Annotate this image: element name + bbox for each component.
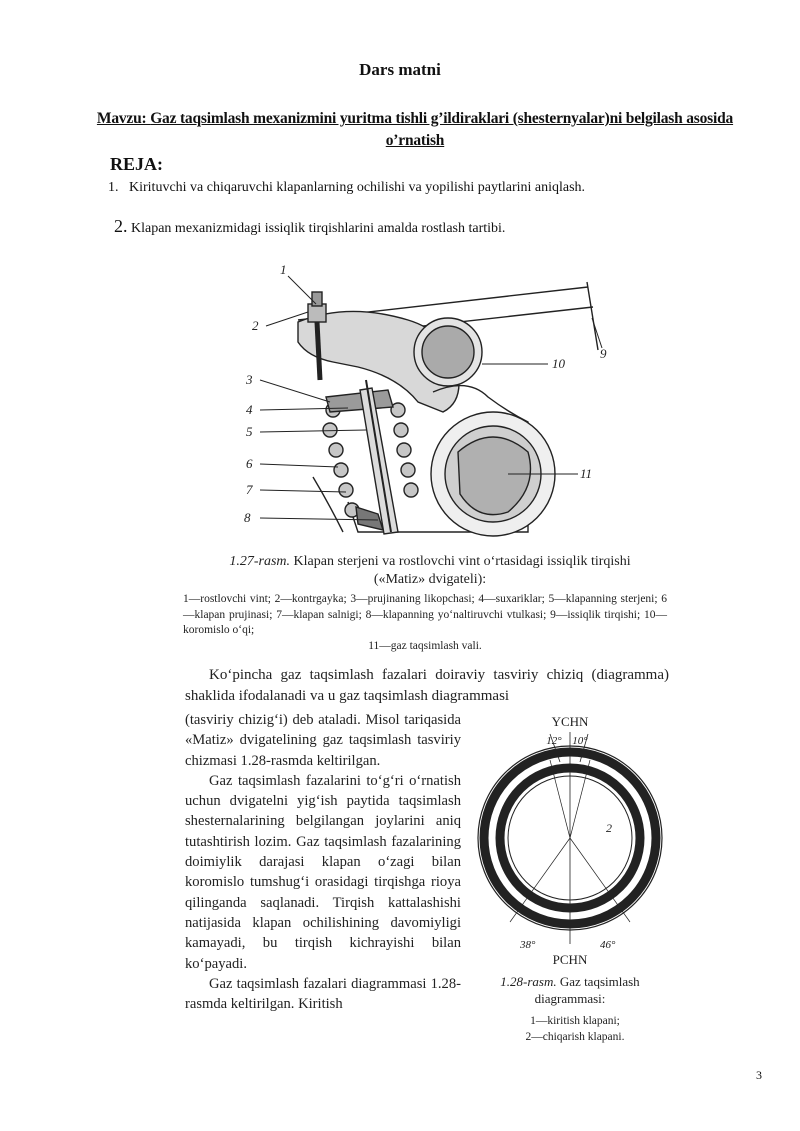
figure-128-caption <box>480 973 660 1007</box>
figure-127-subtitle: («Matiz» dvigateli): <box>373 572 487 587</box>
figure-label: 3 <box>246 372 253 387</box>
plan-item-1 <box>108 180 585 196</box>
figure-label: 11 <box>580 466 593 481</box>
figure-label: 7 <box>246 482 253 497</box>
topic-heading <box>70 108 760 152</box>
figure-127-number: 1.27-rasm. <box>229 554 291 569</box>
figure-127-legend-text: 1—rostlovchi vint; 2—kontrgayka; 3—prujinaning likopchasi; 4—suxariklar; 5—klapanning sterjeni; 6—klapan prujinasi; 7—klapan salnigi; 8—klapanning yo‘naltiruvchi vtulkasi; 9—issiqlik tirqishi; 10—koromislo o‘qi; <box>183 593 667 636</box>
figure-label: 5 <box>246 424 253 439</box>
body-paragraph-1-full: Ko‘pincha gaz taqsimlash fazalari doiraviy tasviriy chiziq (diagramma) shaklida ifodalanadi va u gaz taqsimlash diagrammasi <box>185 667 669 704</box>
plan-item-2 <box>114 216 505 237</box>
topic-text: Gaz taqsimlash mexanizmini yuritma tishli g’ildiraklari (shesternyalar)ni belgilash asosida o’rnatish <box>150 110 734 149</box>
angle-label: 38° <box>520 939 536 951</box>
plan-item-number: 1. <box>108 180 119 195</box>
ring-label: 2 <box>606 821 612 835</box>
page-title: Dars matni <box>359 60 441 79</box>
angle-label: 10° <box>572 735 588 747</box>
figure-127-title: Klapan sterjeni va rostlovchi vint o‘rtasidagi issiqlik tirqishi <box>293 554 631 569</box>
figure-label: 9 <box>600 346 607 361</box>
figure-label: 6 <box>246 456 253 471</box>
figure-128-number: 1.28-rasm. <box>500 974 557 989</box>
figure-127-caption <box>190 553 670 589</box>
angle-label: 46° <box>600 939 616 951</box>
diagram-top-label: YCHN <box>551 714 589 729</box>
plan-item-number: 2. <box>114 216 128 236</box>
figure-label: 8 <box>244 510 251 525</box>
valve-mechanism-figure <box>238 262 618 547</box>
figure-128-legend <box>490 1013 660 1045</box>
figure-label: 4 <box>246 402 253 417</box>
angle-label: 12° <box>546 735 562 747</box>
plan-heading: REJA: <box>110 154 163 174</box>
figure-label: 1 <box>280 262 287 277</box>
body-paragraph-1-rest: (tasviriy chizig‘i) deb ataladi. Misol tariqasida «Matiz» dvigatelining gaz taqsimlash tasviriy chizmasi 1.28-rasmda keltirilgan. <box>185 712 461 769</box>
body-paragraph-3: Gaz taqsimlash fazalari diagrammasi 1.28-rasmda keltirilgan. Kiritish <box>185 975 461 1013</box>
gas-distribution-diagram <box>470 712 670 970</box>
figure-127-legend <box>183 592 667 654</box>
figure-128-title: Gaz taqsimlash diagrammasi: <box>534 974 640 1006</box>
diagram-bottom-label: PCHN <box>552 952 588 967</box>
body-column-text <box>185 710 461 1014</box>
figure-label: 2 <box>252 318 259 333</box>
page-number: 3 <box>756 1068 762 1082</box>
topic-label: Mavzu: <box>96 110 147 127</box>
plan-item-text: Kirituvchi va chiqaruvchi klapanlarning ochilishi va yopilishi paytlarini aniqlash. <box>129 180 586 195</box>
figure-label: 10 <box>552 356 565 371</box>
body-paragraph-2: Gaz taqsimlash fazalarini to‘g‘ri o‘rnatish uchun dvigatelni yig‘ish paytida taqsimlash shesternalarining belgilangan joylarini aniq tutashtirish lozim. Gaz taqsimlash fazalarining doimiylik darajasi klapan o‘zagi bilan koromislo tumshug‘i orasidagi tirqishga rioya qilinganda saqlanadi. Tirqish kattalashishi natijasida klapan ochilishining davomiyligi kamayadi, bu tirqish kichrayishi bilan ko‘payadi. <box>185 772 461 972</box>
figure-128-legend-2: 2—chiqarish klapani. <box>525 1031 625 1043</box>
plan-item-text: Klapan mexanizmidagi issiqlik tirqishlarini amalda rostlash tartibi. <box>131 221 506 236</box>
figure-127-legend-last: 11—gaz taqsimlash vali. <box>368 639 482 652</box>
figure-128-legend-1: 1—kiritish klapani; <box>530 1015 620 1027</box>
